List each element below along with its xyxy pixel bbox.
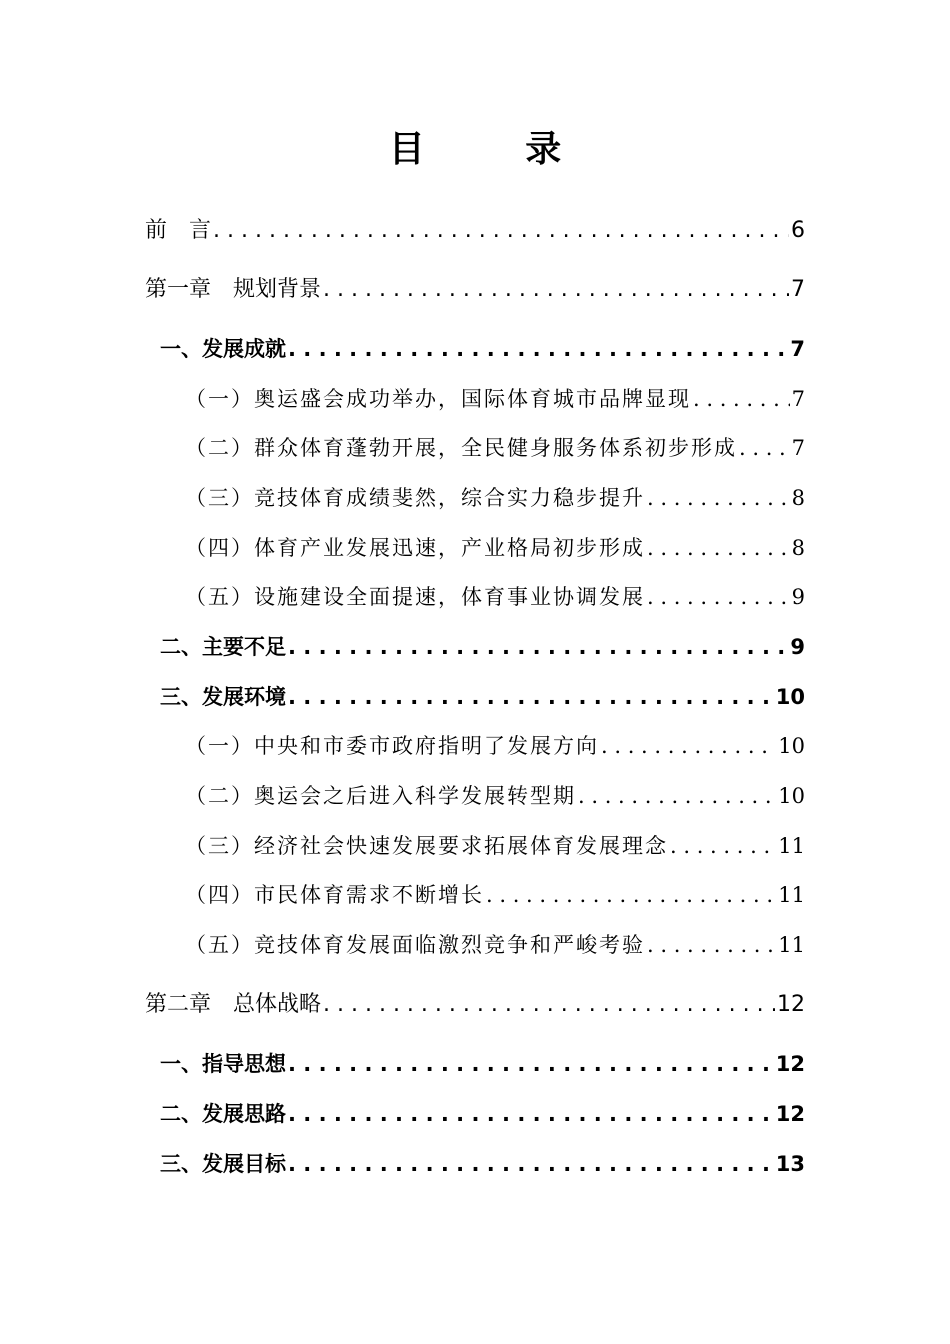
toc-entry-chapter-1[interactable] xyxy=(145,273,805,307)
toc-page-number: 11 xyxy=(778,883,805,907)
toc-entry-section[interactable] xyxy=(160,1147,805,1181)
dot-leader xyxy=(578,779,776,813)
toc-page-number: 7 xyxy=(791,387,805,411)
dot-leader xyxy=(288,630,788,664)
toc-entry-subsection[interactable] xyxy=(185,531,805,565)
toc-page-number: 7 xyxy=(791,436,805,460)
dot-leader xyxy=(323,273,789,307)
toc-page-number: 12 xyxy=(775,1102,805,1126)
toc-entry-label: （二）奥运会之后进入科学发展转型期 xyxy=(185,784,576,808)
toc-page-number: 8 xyxy=(791,486,805,510)
dot-leader xyxy=(288,680,774,714)
toc-entry-preface[interactable] xyxy=(145,214,805,248)
toc-entry-subsection[interactable] xyxy=(185,580,805,614)
toc-entry-section[interactable] xyxy=(160,1097,805,1131)
toc-entry-subsection[interactable] xyxy=(185,729,805,763)
toc-entry-label: 三、发展目标 xyxy=(160,1152,286,1176)
toc-entry-label: 一、指导思想 xyxy=(160,1052,286,1076)
toc-page-number: 7 xyxy=(790,337,805,361)
dot-leader xyxy=(647,531,790,565)
toc-page-number: 7 xyxy=(791,277,805,302)
toc-entry-subsection[interactable] xyxy=(185,382,805,416)
toc-page-number: 11 xyxy=(778,933,805,957)
dot-leader xyxy=(693,382,790,416)
toc-entry-label: （三）经济社会快速发展要求拓展体育发展理念 xyxy=(185,834,668,858)
toc-page-number: 10 xyxy=(775,685,805,709)
toc-page-number: 6 xyxy=(791,218,805,243)
toc-entry-label: （一）中央和市委市政府指明了发展方向 xyxy=(185,734,599,758)
toc-entry-section[interactable] xyxy=(160,630,805,664)
toc-entry-subsection[interactable] xyxy=(185,481,805,515)
toc-page-number: 10 xyxy=(778,784,805,808)
toc-page-number: 12 xyxy=(777,992,805,1017)
dot-leader xyxy=(647,481,790,515)
dot-leader xyxy=(288,1147,774,1181)
toc-entry-section[interactable] xyxy=(160,1047,805,1081)
toc-entry-label: 三、发展环境 xyxy=(160,685,286,709)
toc-entry-subsection[interactable] xyxy=(185,928,805,962)
toc-page-number: 10 xyxy=(778,734,805,758)
dot-leader xyxy=(288,1047,774,1081)
toc-entry-label: 第二章 总体战略 xyxy=(145,992,322,1017)
toc-entry-label: （二）群众体育蓬勃开展，全民健身服务体系初步形成 xyxy=(185,436,737,460)
toc-entry-subsection[interactable] xyxy=(185,829,805,863)
toc-entry-label: 前 言 xyxy=(145,218,212,243)
toc-entry-label: 二、发展思路 xyxy=(160,1102,286,1126)
dot-leader xyxy=(213,214,789,248)
dot-leader xyxy=(601,729,776,763)
toc-entry-label: 一、发展成就 xyxy=(160,337,286,361)
toc-entry-subsection[interactable] xyxy=(185,878,805,912)
toc-entry-label: （三）竞技体育成绩斐然，综合实力稳步提升 xyxy=(185,486,645,510)
dot-leader xyxy=(288,332,788,366)
toc-entry-subsection[interactable] xyxy=(185,431,805,465)
toc-entry-section[interactable] xyxy=(160,680,805,714)
dot-leader xyxy=(288,1097,774,1131)
toc-entry-label: 第一章 规划背景 xyxy=(145,277,322,302)
toc-entry-section[interactable] xyxy=(160,332,805,366)
toc-page-number: 11 xyxy=(778,834,805,858)
dot-leader xyxy=(486,878,776,912)
toc-page-number: 12 xyxy=(775,1052,805,1076)
toc-entry-label: （四）体育产业发展迅速，产业格局初步形成 xyxy=(185,536,645,560)
dot-leader xyxy=(647,928,776,962)
dot-leader xyxy=(670,829,776,863)
toc-entry-label: 二、主要不足 xyxy=(160,635,286,659)
toc-page-number: 9 xyxy=(790,635,805,659)
dot-leader xyxy=(739,431,790,465)
toc-entry-label: （一）奥运盛会成功举办，国际体育城市品牌显现 xyxy=(185,387,691,411)
toc-page-number: 13 xyxy=(775,1152,805,1176)
toc-entry-subsection[interactable] xyxy=(185,779,805,813)
toc-entry-label: （五）竞技体育发展面临激烈竞争和严峻考验 xyxy=(185,933,645,957)
toc-entry-chapter-2[interactable] xyxy=(145,988,805,1022)
dot-leader xyxy=(323,988,775,1022)
toc-page-number: 8 xyxy=(791,536,805,560)
page-title: 目 录 xyxy=(388,129,606,170)
toc-entry-label: （五）设施建设全面提速，体育事业协调发展 xyxy=(185,585,645,609)
toc-entry-label: （四）市民体育需求不断增长 xyxy=(185,883,484,907)
toc-page-number: 9 xyxy=(791,585,805,609)
dot-leader xyxy=(647,580,790,614)
